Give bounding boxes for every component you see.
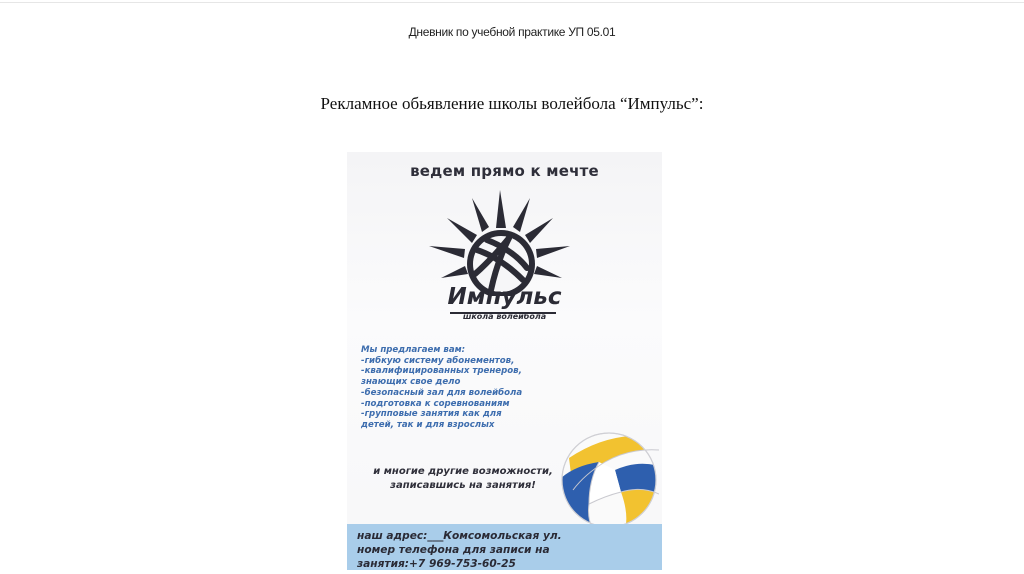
phone-number-line: занятия:+7 969-753-60-25 [357,558,516,570]
figure-caption: Рекламное обьявление школы волейбола “Импульс”: [320,94,704,113]
top-divider [0,2,1024,3]
contact-text [357,529,562,570]
poster-slogan: ведем прямо к мечте [410,162,599,180]
offers-list [361,345,561,431]
offer-item: знающих свое дело [361,377,461,388]
phone-line: номер телефона для записи на [357,544,550,556]
sun-volleyball-logo-icon [427,188,577,296]
more-opportunities-text [363,465,563,493]
more-line: записавшись на занятия! [390,480,536,491]
contact-banner [347,524,662,570]
offer-item: детей, так и для взрослых [361,419,495,430]
brand-name: Импульс [447,284,562,310]
offer-item: -групповые занятия как для [361,409,502,420]
offer-item: -квалифицированных тренеров, [361,366,522,377]
advertisement-poster [347,152,662,570]
volleyball-icon [559,430,659,530]
document-header: Дневник по учебной практике УП 05.01 [408,25,616,39]
address-line: наш адрес:___Комсомольская ул. [357,530,562,542]
brand-subtitle: школа волейбола [462,312,547,321]
offers-heading: Мы предлагаем вам: [361,345,466,355]
offer-item: -гибкую систему абонементов, [361,355,515,366]
offer-item: -подготовка к соревнованиям [361,398,510,409]
offer-item: -безопасный зал для волейбола [361,387,523,398]
more-line: и многие другие возможности, [373,466,553,477]
